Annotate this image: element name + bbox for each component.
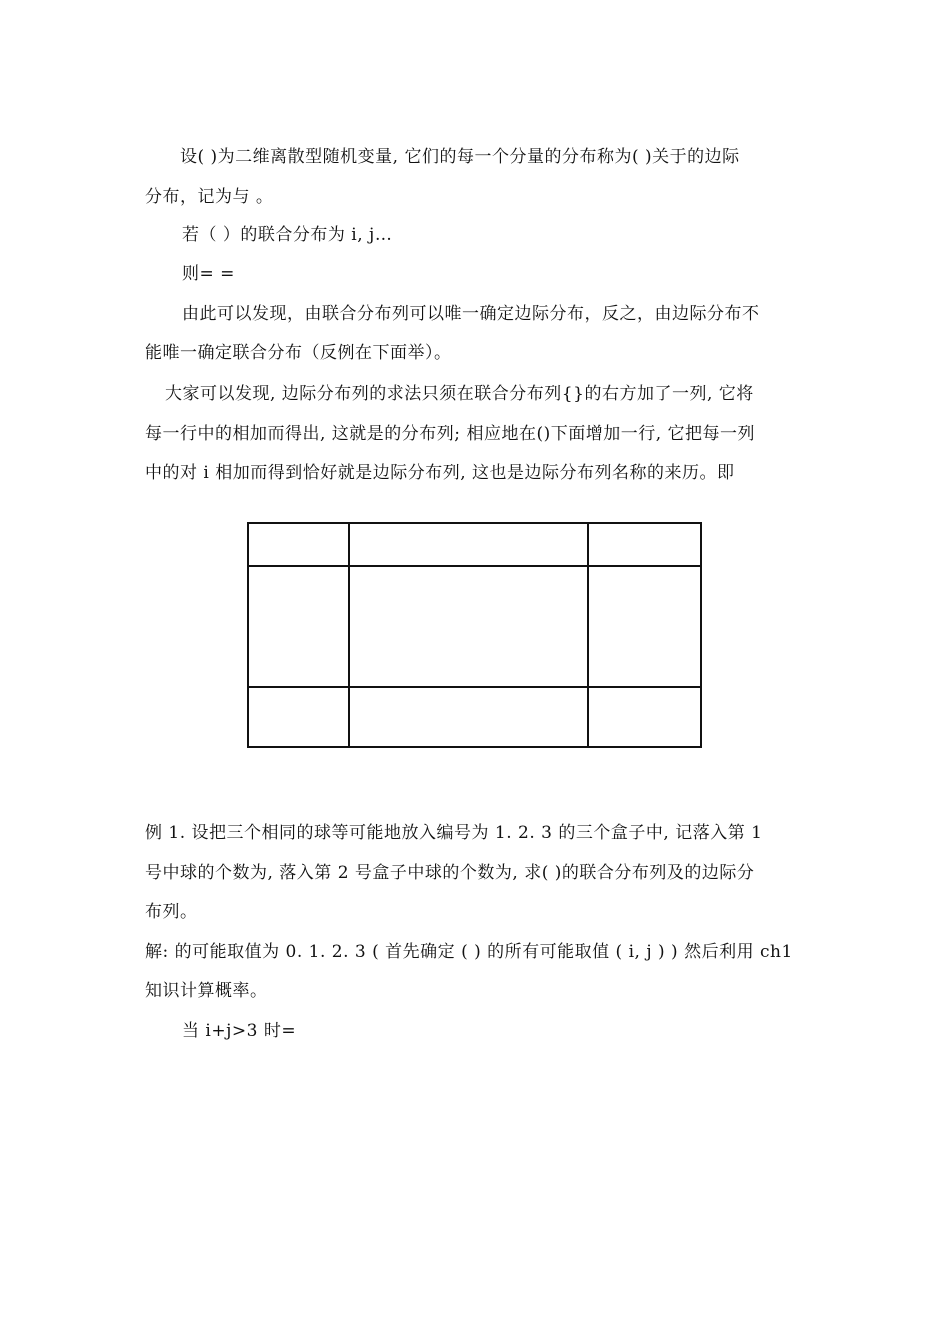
paragraph-5-line-3: 中的对 i 相加而得到恰好就是边际分布列, 这也是边际分布列名称的来历。即: [145, 463, 735, 483]
example-1-line-2: 号中球的个数为, 落入第 2 号盒子中球的个数为, 求( )的联合分布列及的边际分: [145, 863, 755, 883]
table-column-divider-2: [587, 522, 589, 748]
paragraph-4-line-1: 由此可以发现，由联合分布列可以唯一确定边际分布，反之，由边际分布不: [182, 304, 760, 324]
paragraph-2: 若（ ）的联合分布为 i, j…: [182, 225, 393, 245]
marginal-distribution-table: [247, 522, 702, 748]
table-row-divider-2: [247, 686, 702, 688]
paragraph-4-line-2: 能唯一确定联合分布（反例在下面举）。: [145, 343, 452, 363]
table-column-divider-1: [348, 522, 350, 748]
paragraph-5-line-2: 每一行中的相加而得出, 这就是的分布列; 相应地在()下面增加一行, 它把每一列: [145, 424, 756, 444]
paragraph-1-line-2: 分布，记为与 。: [145, 187, 274, 207]
solution-line-2: 知识计算概率。: [145, 981, 268, 1001]
paragraph-3: 则= =: [182, 264, 235, 284]
solution-line-3: 当 i+j>3 时=: [182, 1021, 297, 1041]
paragraph-5-line-1: 大家可以发现, 边际分布列的求法只须在联合分布列{}的右方加了一列, 它将: [165, 384, 754, 404]
example-1-line-3: 布列。: [145, 902, 198, 922]
table-row-divider-1: [247, 565, 702, 567]
solution-line-1: 解: 的可能取值为 0. 1. 2. 3 ( 首先确定 ( ) 的所有可能取值 ( i, j ) ) 然后利用 ch1: [145, 942, 793, 962]
paragraph-1-line-1: 设( )为二维离散型随机变量, 它们的每一个分量的分布称为( )关于的边际: [180, 147, 740, 167]
example-1-line-1: 例 1. 设把三个相同的球等可能地放入编号为 1. 2. 3 的三个盒子中, 记落入第 1: [145, 823, 763, 843]
